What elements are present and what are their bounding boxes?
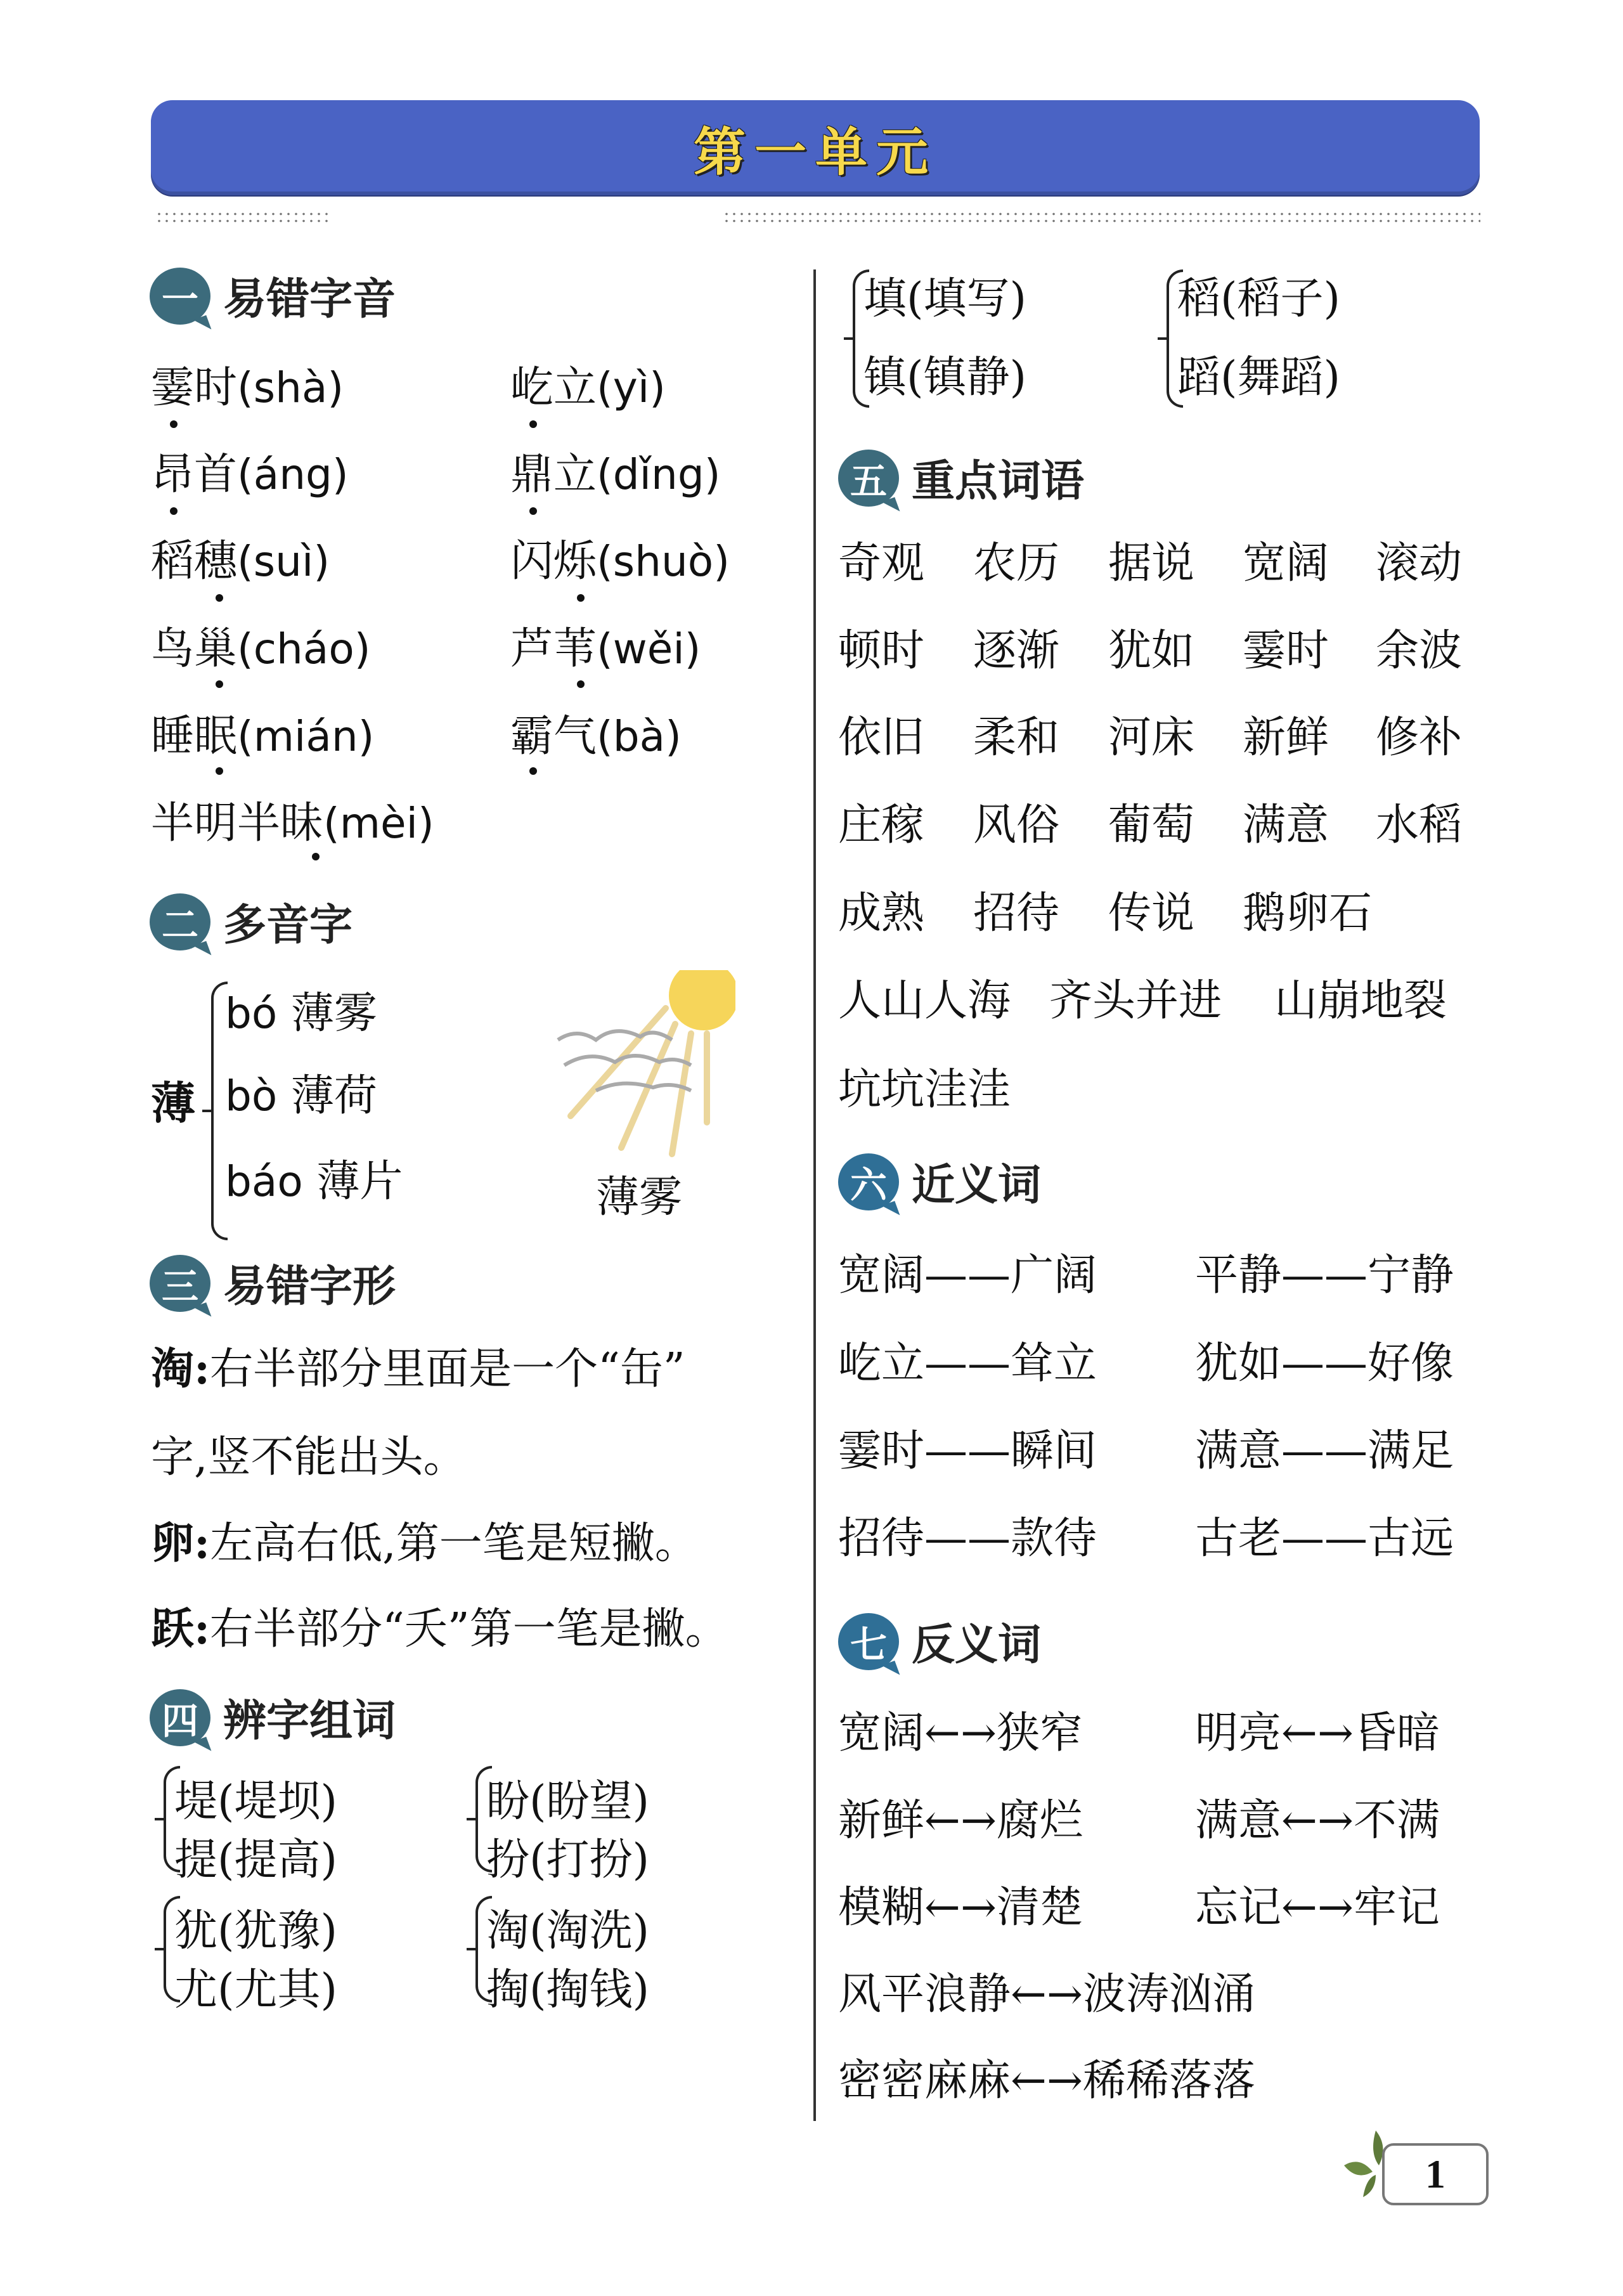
dotted-decoration-right [723, 211, 1480, 224]
section-title: 反义词 [912, 1620, 1042, 1670]
key-word: 宽阔 [1243, 538, 1329, 588]
key-word: 风俗 [973, 800, 1060, 850]
section-badge-5: 五 [838, 450, 899, 507]
word-group-item: 淘(淘洗) [486, 1906, 650, 1956]
key-word: 犹如 [1108, 626, 1195, 676]
antonym-pair: 明亮←→昏暗 [1195, 1708, 1440, 1758]
key-word: 葡萄 [1108, 800, 1195, 850]
antonym-pair: 宽阔←→狭窄 [838, 1708, 1083, 1758]
unit-banner [151, 100, 1480, 195]
pronunciation-item: 霸气(bà) [510, 711, 682, 762]
dotted-decoration-left [155, 211, 333, 224]
emphasis-dot [216, 767, 223, 775]
key-word: 新鲜 [1243, 713, 1329, 763]
section-6-header [838, 1151, 1041, 1212]
key-word: 顿时 [838, 626, 925, 676]
antonym-pair: 满意←→不满 [1195, 1796, 1440, 1846]
antonym-pair: 风平浪静←→波涛汹涌 [838, 1969, 1255, 2020]
word-group-item: 掏(掏钱) [486, 1965, 650, 2015]
emphasis-dot [577, 594, 585, 602]
antonym-pair: 模糊←→清楚 [838, 1883, 1083, 1933]
form-note: 淘:右半部分里面是一个“缶” [151, 1344, 685, 1394]
section-title: 重点词语 [912, 457, 1085, 507]
key-word: 河床 [1108, 713, 1195, 763]
form-note: 跃:右半部分“夭”第一笔是撇。 [151, 1604, 728, 1654]
key-word: 修补 [1376, 713, 1463, 763]
key-word: 据说 [1108, 538, 1195, 588]
form-note: 卵:左高右低,第一笔是短撇。 [151, 1518, 698, 1569]
synonym-pair: 古老——古远 [1195, 1514, 1454, 1564]
unit-title: 第一单元 [693, 122, 937, 183]
pronunciation-item: 半明半昧(mèi) [151, 798, 434, 848]
word-group-item: 扮(打扮) [486, 1835, 650, 1885]
section-title: 易错字形 [223, 1262, 396, 1312]
key-word: 鹅卵石 [1243, 888, 1373, 938]
section-3-header [150, 1252, 396, 1314]
pronunciation-item: 霎时(shà) [151, 363, 344, 413]
section-7-header [838, 1611, 1041, 1672]
synonym-pair: 招待——款待 [838, 1514, 1097, 1564]
synonym-pair: 屹立——耸立 [838, 1339, 1097, 1389]
emphasis-dot [577, 680, 585, 688]
pronunciation-item: 稻穗(suì) [151, 536, 330, 587]
key-word: 柔和 [973, 713, 1060, 763]
key-word: 滚动 [1376, 538, 1463, 588]
synonym-pair: 宽阔——广阔 [838, 1250, 1097, 1300]
word-group-item: 堤(堤坝) [174, 1777, 338, 1827]
form-note-continued: 字,竖不能出头。 [151, 1432, 467, 1482]
key-word: 成熟 [838, 888, 925, 938]
reading-item: báo 薄片 [225, 1157, 403, 1207]
page-number: 1 [1382, 2143, 1489, 2205]
column-divider [813, 269, 816, 2121]
key-word: 余波 [1376, 626, 1463, 676]
key-word: 农历 [973, 538, 1060, 588]
key-word: 人山人海 [838, 976, 1011, 1026]
pronunciation-item: 鸟巢(cháo) [151, 624, 371, 674]
section-5-header [838, 447, 1084, 509]
pronunciation-item: 鼎立(dǐng) [510, 450, 721, 500]
emphasis-dot [170, 420, 178, 428]
antonym-pair: 新鲜←→腐烂 [838, 1796, 1083, 1846]
key-word: 坑坑洼洼 [838, 1065, 1011, 1115]
synonym-pair: 霎时——瞬间 [838, 1426, 1097, 1476]
section-title: 多音字 [223, 900, 353, 950]
section-title: 近义词 [912, 1160, 1042, 1210]
pronunciation-item: 芦苇(wěi) [510, 624, 701, 674]
section-4-header [150, 1687, 396, 1748]
emphasis-dot [529, 767, 537, 775]
emphasis-dot [312, 853, 320, 860]
key-word: 传说 [1108, 888, 1195, 938]
synonym-pair: 平静——宁静 [1195, 1250, 1454, 1300]
section-badge-7: 七 [838, 1613, 899, 1670]
pronunciation-item: 昂首(áng) [151, 450, 349, 500]
emphasis-dot [529, 420, 537, 428]
word-group-item: 尤(尤其) [174, 1965, 338, 2015]
antonym-pair: 密密麻麻←→稀稀落落 [838, 2056, 1255, 2106]
illustration-caption: 薄雾 [596, 1172, 683, 1223]
section-badge-4: 四 [150, 1689, 210, 1746]
synonym-pair: 犹如——好像 [1195, 1339, 1454, 1389]
key-word: 依旧 [838, 713, 925, 763]
reading-item: bó 薄雾 [225, 989, 377, 1039]
synonym-pair: 满意——满足 [1195, 1426, 1454, 1476]
word-group-item: 填(填写) [863, 274, 1027, 324]
emphasis-dot [216, 594, 223, 602]
key-word: 庄稼 [838, 800, 925, 850]
key-word: 齐头并进 [1049, 976, 1222, 1026]
section-title: 辨字组词 [223, 1696, 396, 1746]
reading-item: bò 薄荷 [225, 1071, 377, 1121]
key-word: 满意 [1243, 800, 1329, 850]
emphasis-dot [216, 680, 223, 688]
polyphonic-char: 薄 [151, 1077, 195, 1129]
section-badge-6: 六 [838, 1153, 899, 1210]
emphasis-dot [529, 507, 537, 515]
word-group-item: 提(提高) [174, 1835, 338, 1885]
section-1-header [150, 265, 396, 327]
emphasis-dot [170, 507, 178, 515]
key-word: 招待 [973, 888, 1060, 938]
section-2-header [150, 891, 352, 952]
word-group-item: 盼(盼望) [486, 1777, 650, 1827]
antonym-pair: 忘记←→牢记 [1195, 1883, 1440, 1933]
word-group-item: 稻(稻子) [1177, 274, 1341, 324]
word-group-item: 镇(镇静) [863, 353, 1027, 403]
key-word: 水稻 [1376, 800, 1463, 850]
section-badge-1: 一 [150, 268, 210, 325]
pronunciation-item: 睡眠(mián) [151, 711, 375, 762]
section-title: 易错字音 [223, 275, 396, 325]
pronunciation-item: 屹立(yì) [510, 363, 666, 413]
key-word: 奇观 [838, 538, 925, 588]
pronunciation-item: 闪烁(shuò) [510, 536, 730, 587]
word-group-item: 蹈(舞蹈) [1177, 353, 1341, 403]
word-group-item: 犹(犹豫) [174, 1906, 338, 1956]
key-word: 逐渐 [973, 626, 1060, 676]
key-word: 霎时 [1243, 626, 1329, 676]
mist-sun-illustration [545, 970, 735, 1160]
key-word: 山崩地裂 [1274, 976, 1447, 1026]
section-badge-3: 三 [150, 1255, 210, 1312]
section-badge-2: 二 [150, 893, 210, 950]
